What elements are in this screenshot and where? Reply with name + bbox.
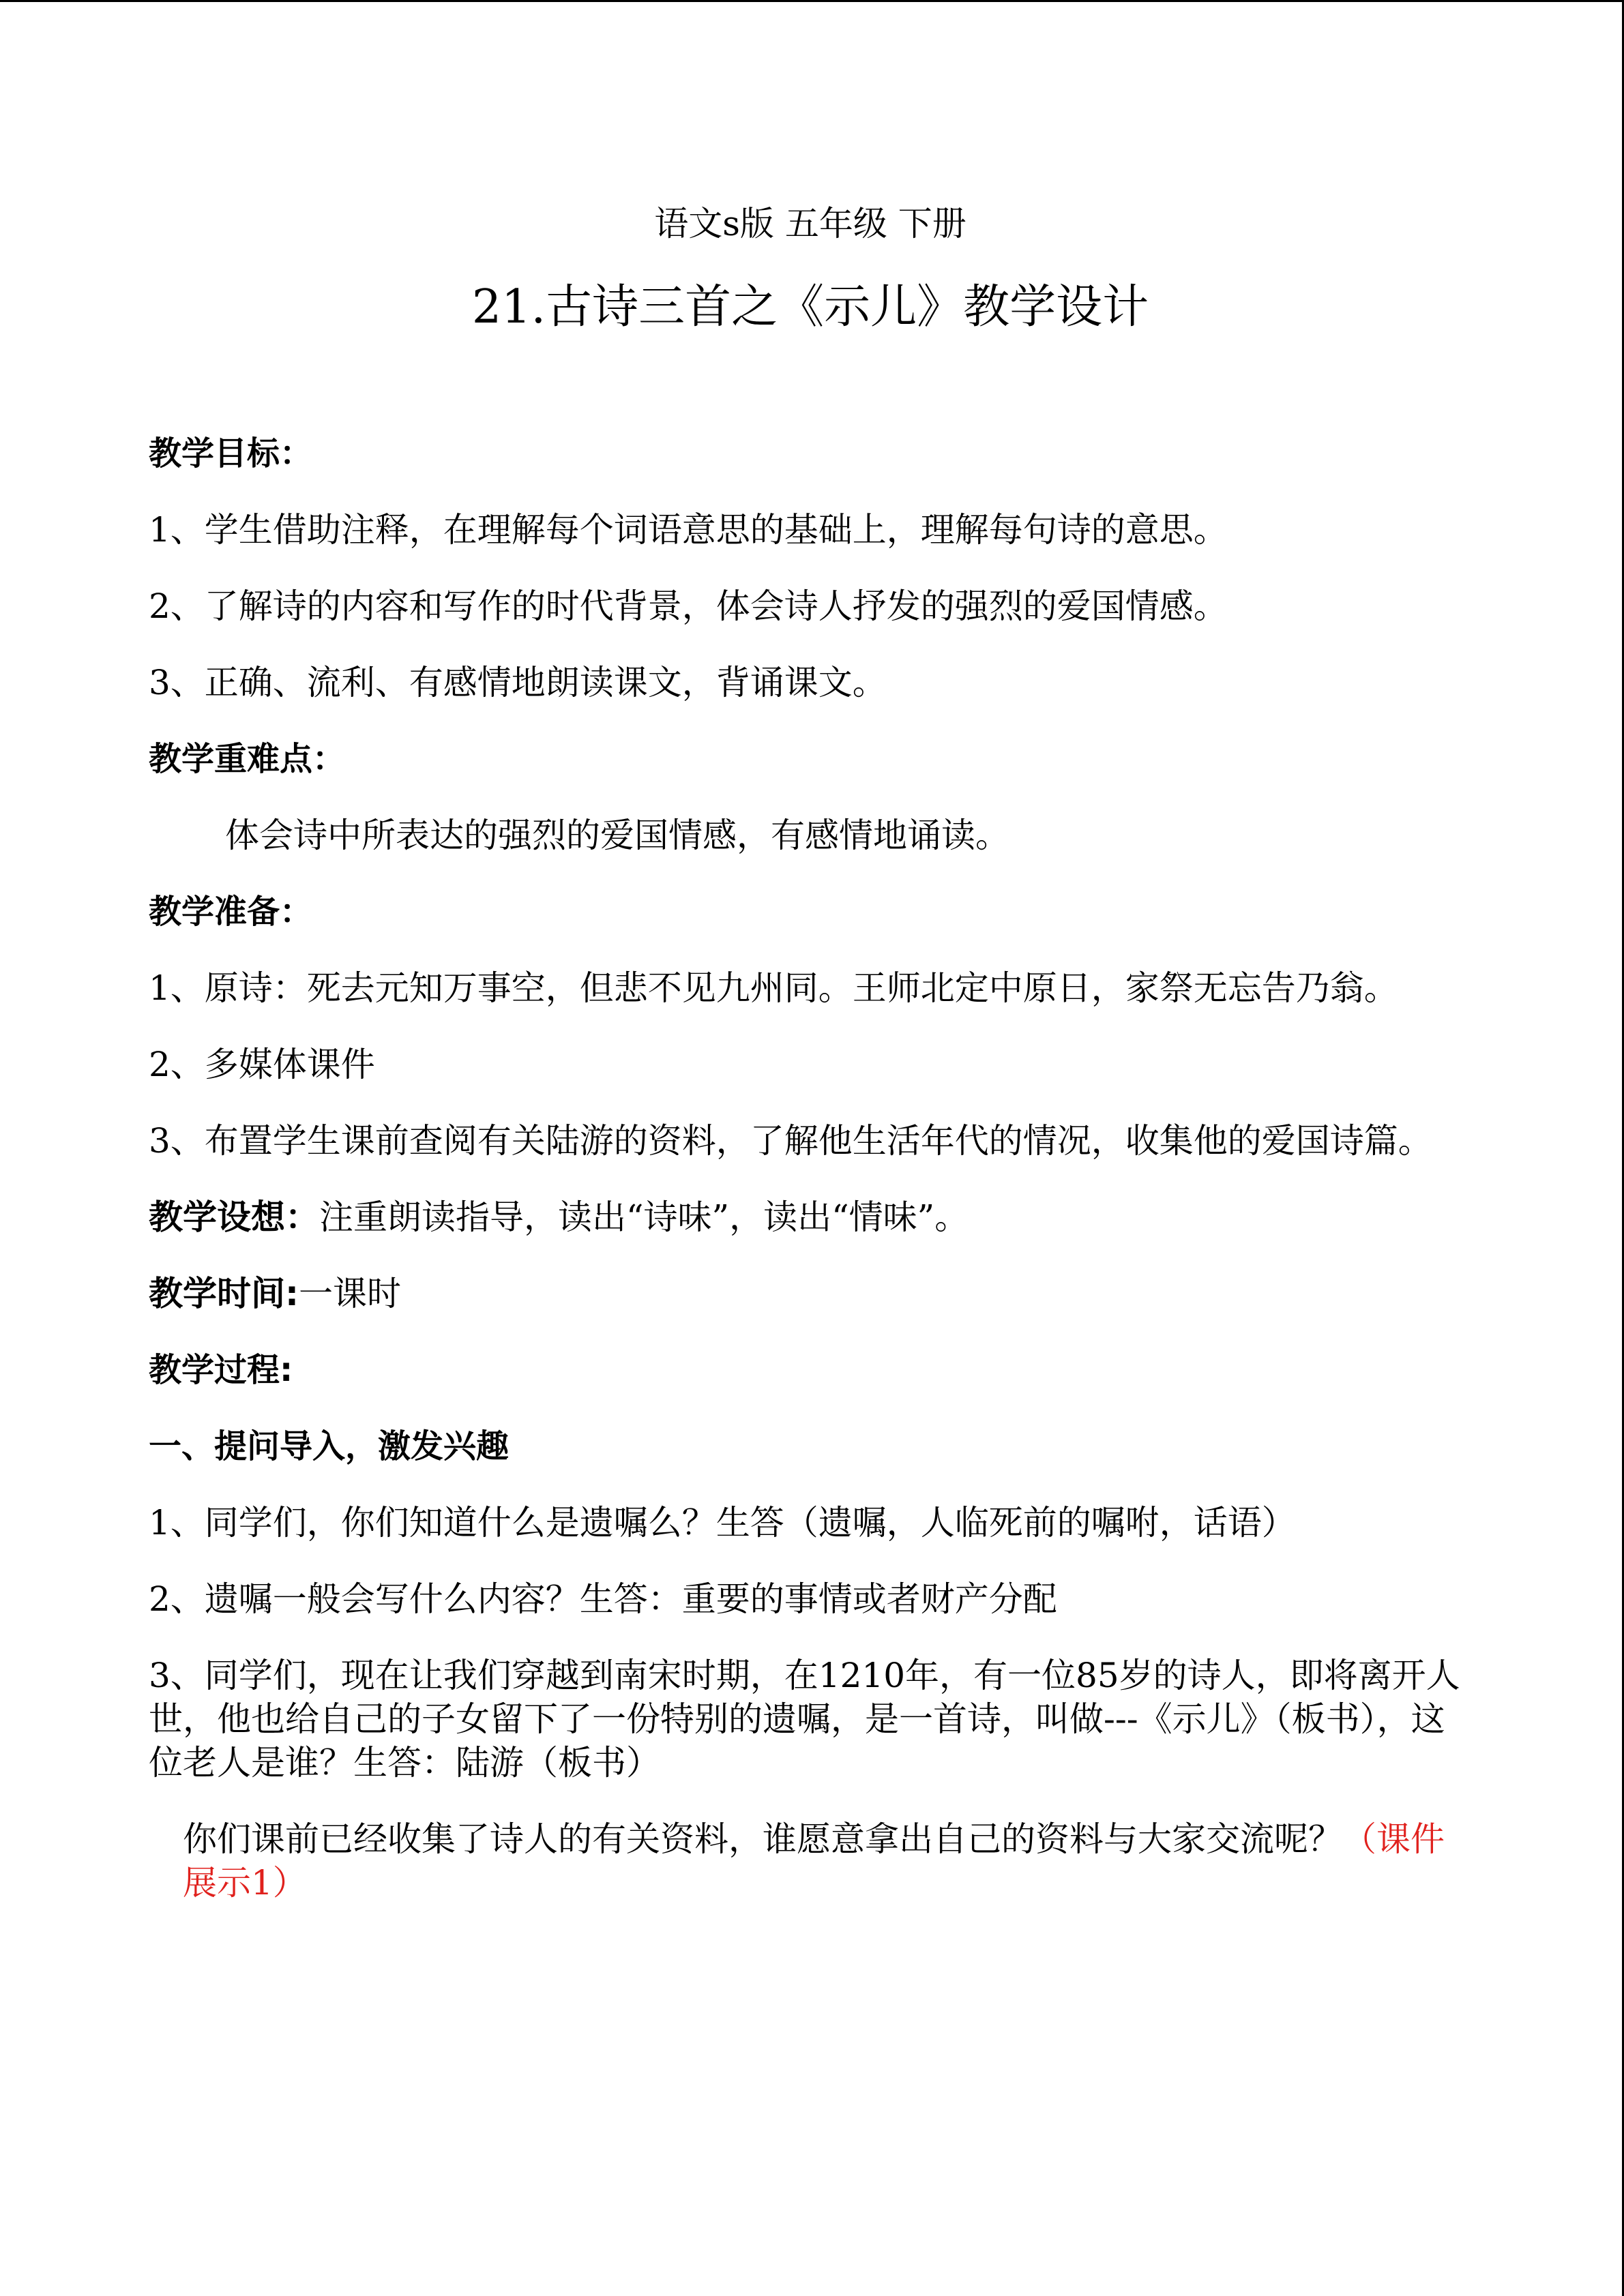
teaching-time-label: 教学时间: <box>149 1274 299 1313</box>
process-item-3: 3、同学们，现在让我们穿越到南宋时期，在1210年，有一位85岁的诗人，即将离开人世，他也给自己的子女留下了一份特别的遗嘱，是一首诗，叫做---《示儿》（板书），这位老人是谁？生答：陆游（板书） <box>149 1656 1460 1783</box>
courseware-note: （课件展示1） <box>183 1819 1445 1903</box>
process-item-1: 1、同学们，你们知道什么是遗嘱么？生答（遗嘱，人临死前的嘱咐，话语） <box>149 1503 1296 1542</box>
preparation-item-1: 1、原诗：死去元知万事空，但悲不见九州同。王师北定中原日，家祭无忘告乃翁。 <box>149 968 1398 1008</box>
document-body <box>149 432 1472 1905</box>
process-heading: 教学过程: <box>149 1351 293 1389</box>
document-content <box>149 193 1472 1937</box>
teaching-idea <box>149 1195 1472 1239</box>
teaching-idea-text: 注重朗读指导，读出“诗味”，读出“情味”。 <box>319 1197 969 1237</box>
preparation-heading: 教学准备： <box>149 893 313 931</box>
closing-paragraph <box>149 1817 1472 1905</box>
goal-item-1: 1、学生借助注释，在理解每个词语意思的基础上，理解每句诗的意思。 <box>149 510 1228 550</box>
section-1-heading: 一、提问导入，激发兴趣 <box>149 1427 510 1465</box>
key-points-heading: 教学重难点： <box>149 740 346 778</box>
goals-heading: 教学目标： <box>149 434 313 473</box>
teaching-time <box>149 1272 1472 1315</box>
teaching-idea-label: 教学设想： <box>149 1197 319 1237</box>
process-item-2: 2、遗嘱一般会写什么内容？生答：重要的事情或者财产分配 <box>149 1579 1057 1619</box>
document-title: 21.古诗三首之《示儿》教学设计 <box>471 280 1149 334</box>
preparation-item-3: 3、布置学生课前查阅有关陆游的资料，了解他生活年代的情况，收集他的爱国诗篇。 <box>149 1121 1432 1161</box>
preparation-item-2: 2、多媒体课件 <box>149 1045 375 1084</box>
goal-item-3: 3、正确、流利、有感情地朗读课文，背诵课文。 <box>149 663 887 702</box>
teaching-time-text: 一课时 <box>299 1274 401 1313</box>
goal-item-2: 2、了解诗的内容和写作的时代背景，体会诗人抒发的强烈的爱国情感。 <box>149 586 1228 626</box>
key-points-text: 体会诗中所表达的强烈的爱国情感，有感情地诵读。 <box>225 816 1009 855</box>
closing-text: 你们课前已经收集了诗人的有关资料，谁愿意拿出自己的资料与大家交流呢？ <box>183 1819 1342 1859</box>
document-subtitle: 语文s版 五年级 下册 <box>654 204 966 243</box>
